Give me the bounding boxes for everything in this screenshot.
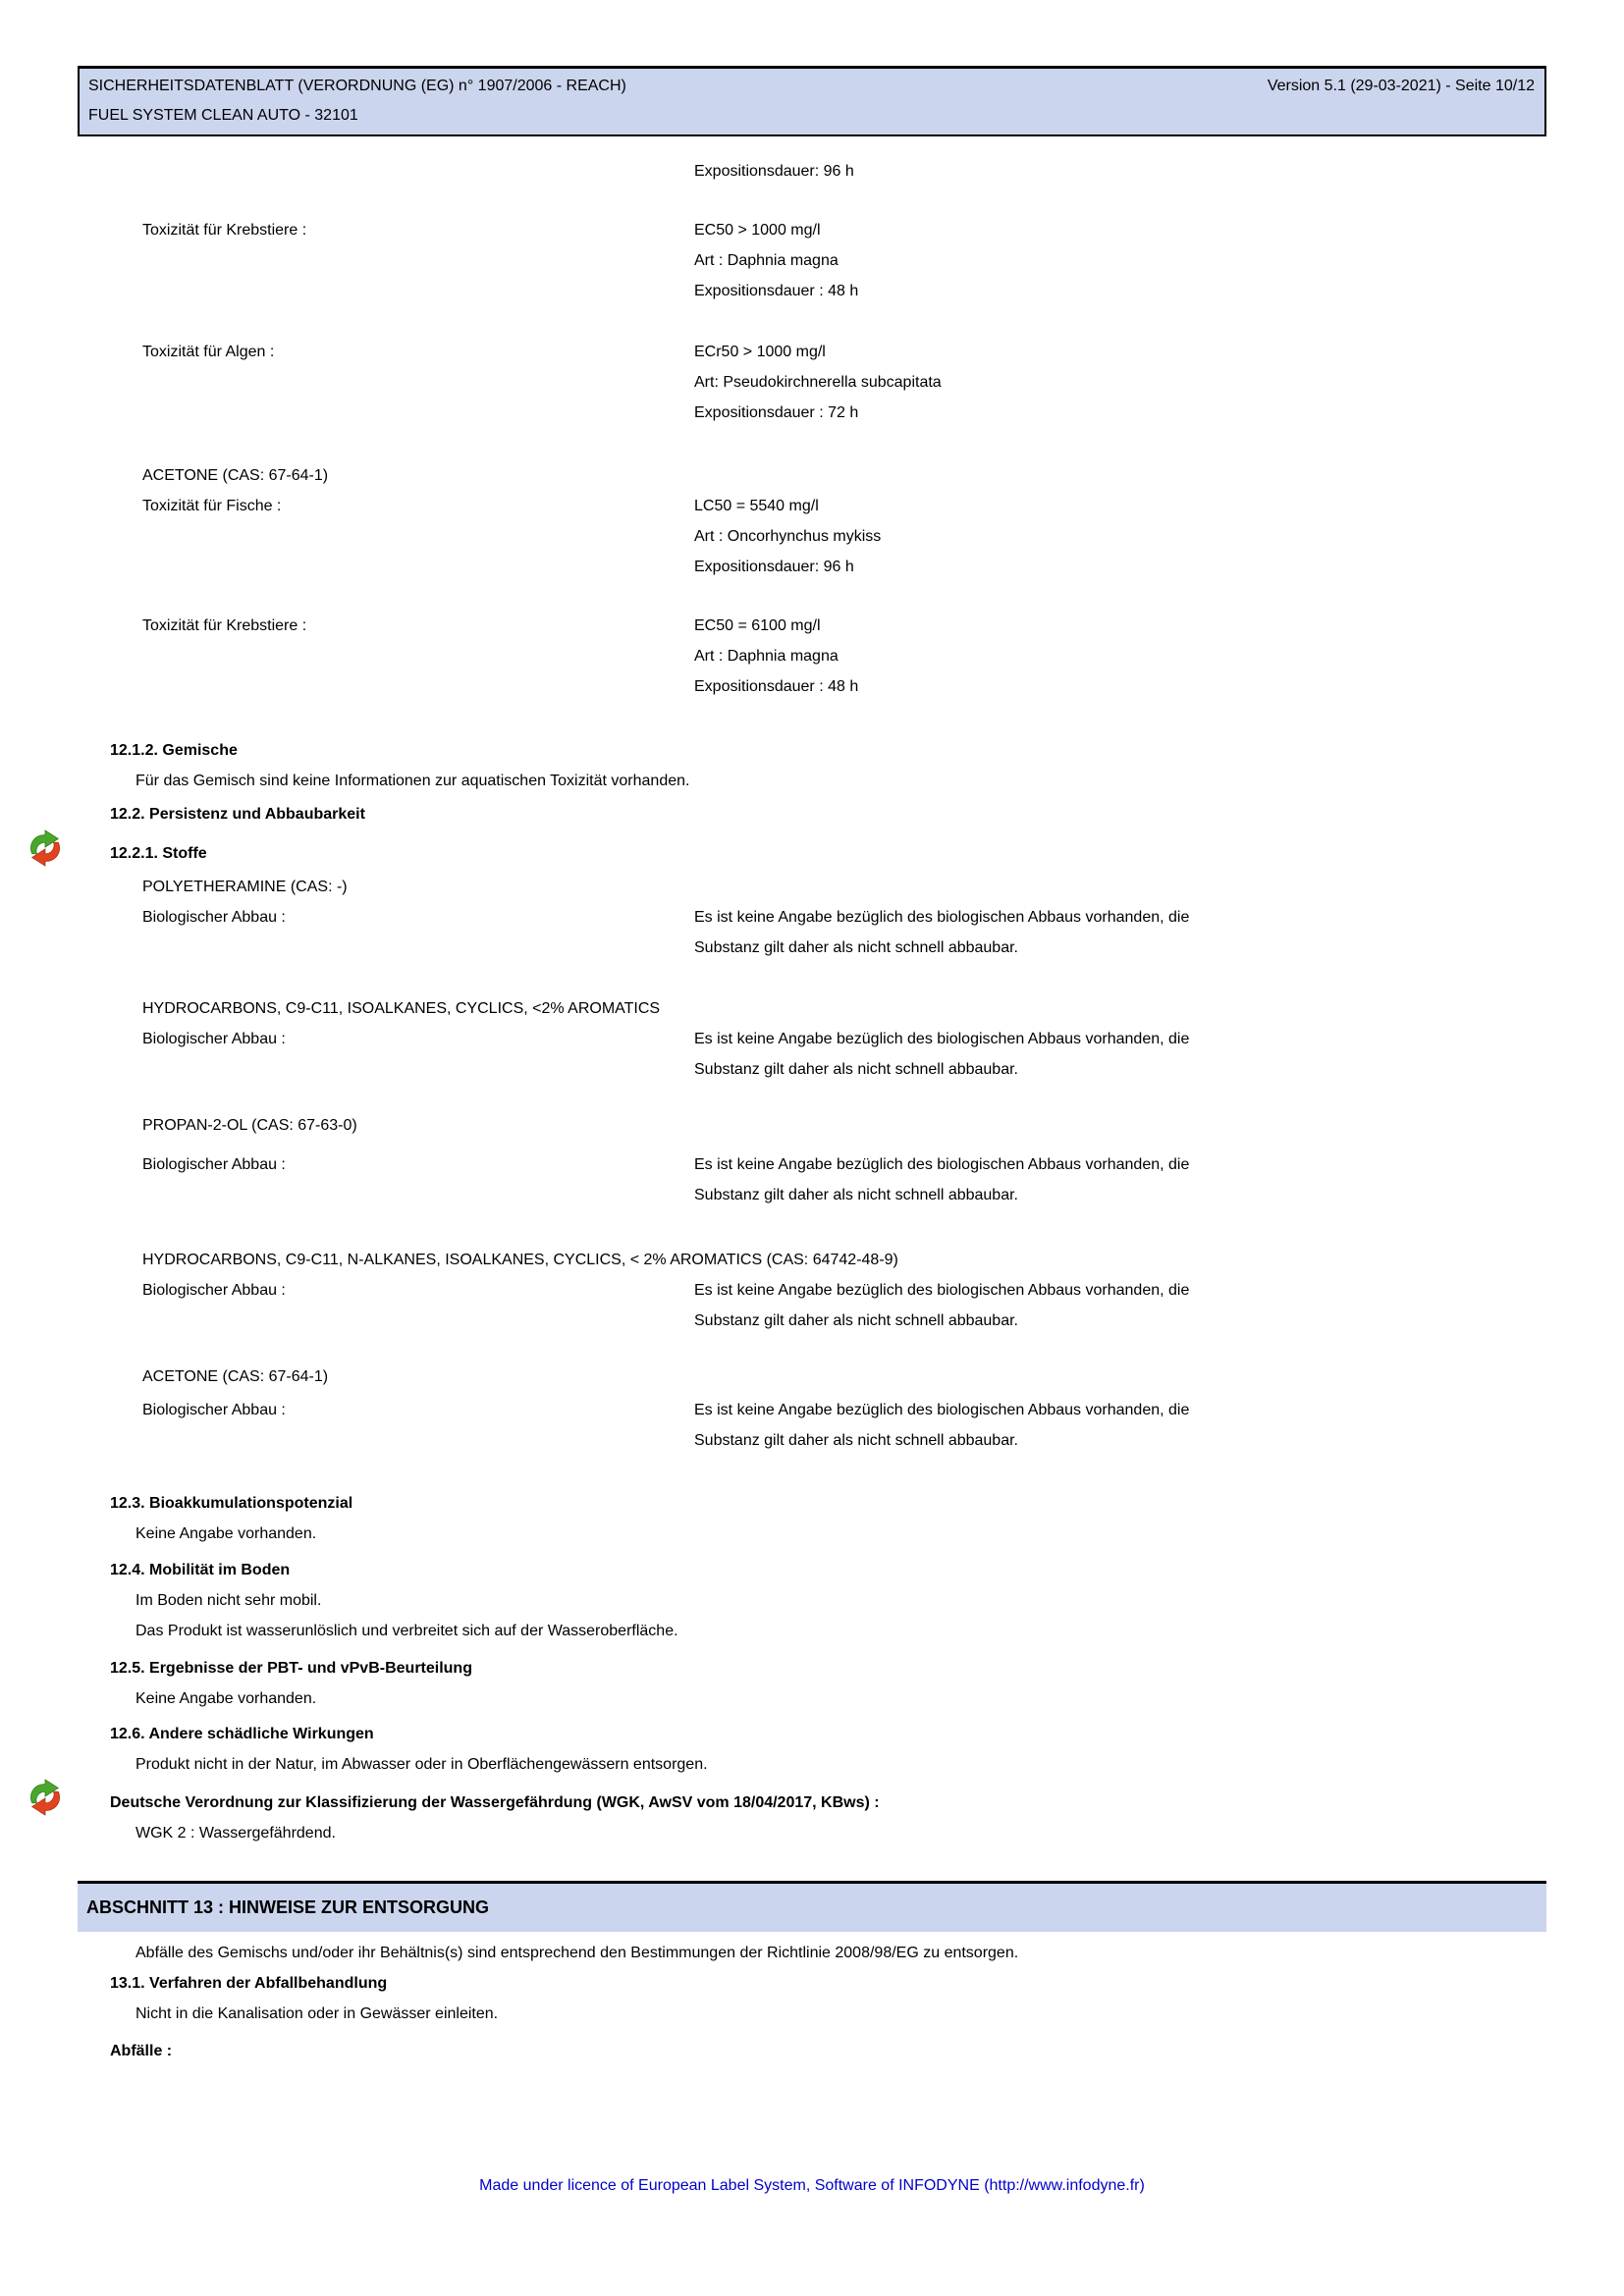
bio-degradation-value: Substanz gilt daher als nicht schnell abbaubar. xyxy=(694,1312,1018,1329)
bio-degradation-value: Substanz gilt daher als nicht schnell abbaubar. xyxy=(694,1432,1018,1449)
bio-degradation-value: Substanz gilt daher als nicht schnell abbaubar. xyxy=(694,1061,1018,1078)
ecotox-label: Toxizität für Fische : xyxy=(142,498,282,514)
wgk-body: WGK 2 : Wassergefährdend. xyxy=(135,1825,336,1842)
bio-degradation-label: Biologischer Abbau : xyxy=(142,1031,286,1047)
substance-name: ACETONE (CAS: 67-64-1) xyxy=(142,467,329,484)
section-body: Für das Gemisch sind keine Informationen zur aquatischen Toxizität vorhanden. xyxy=(135,773,690,789)
substance-name: ACETONE (CAS: 67-64-1) xyxy=(142,1368,329,1385)
ecotox-value: Expositionsdauer : 72 h xyxy=(694,404,859,421)
section-body: Im Boden nicht sehr mobil. xyxy=(135,1592,322,1609)
bio-degradation-row xyxy=(0,1395,1624,1425)
recycle-arrows-icon xyxy=(27,829,64,867)
section-body: Das Produkt ist wasserunlöslich und verbreitet sich auf der Wasseroberfläche. xyxy=(135,1623,678,1639)
bio-degradation-row xyxy=(0,933,1624,963)
ecotox-continuation-row xyxy=(0,156,1624,187)
bio-degradation-label: Biologischer Abbau : xyxy=(142,1402,286,1418)
section-body: Keine Angabe vorhanden. xyxy=(135,1690,317,1707)
footer-licence-link[interactable]: Made under licence of European Label System, Software of INFODYNE (http://www.infodyne.fr) xyxy=(479,2177,1145,2194)
ecotox-block-row xyxy=(0,641,1624,671)
abfaelle-label: Abfälle : xyxy=(110,2043,173,2059)
bio-degradation-row xyxy=(0,902,1624,933)
bio-degradation-row xyxy=(0,1024,1624,1054)
ecotox-block-row xyxy=(0,491,1624,521)
bio-degradation-value: Substanz gilt daher als nicht schnell abbaubar. xyxy=(694,1187,1018,1203)
ecotox-value: Art: Pseudokirchnerella subcapitata xyxy=(694,374,942,391)
ecotox-block-row xyxy=(0,611,1624,641)
bio-degradation-value: Es ist keine Angabe bezüglich des biologischen Abbaus vorhanden, die xyxy=(694,909,1190,926)
product-name: FUEL SYSTEM CLEAN AUTO - 32101 xyxy=(88,107,358,124)
section-body: Produkt nicht in der Natur, im Abwasser oder in Oberflächengewässern entsorgen. xyxy=(135,1756,708,1773)
bio-degradation-label: Biologischer Abbau : xyxy=(142,909,286,926)
bio-degradation-row xyxy=(0,1180,1624,1210)
ecotox-value: EC50 > 1000 mg/l xyxy=(694,222,821,239)
ecotox-value: EC50 = 6100 mg/l xyxy=(694,617,821,634)
section-body: Keine Angabe vorhanden. xyxy=(135,1525,317,1542)
bio-degradation-value: Substanz gilt daher als nicht schnell abbaubar. xyxy=(694,939,1018,956)
ecotox-continuation-value: Expositionsdauer: 96 h xyxy=(694,163,854,180)
ecotox-value: Art : Daphnia magna xyxy=(694,648,839,665)
ecotox-label: Toxizität für Krebstiere : xyxy=(142,222,307,239)
ecotox-block-row xyxy=(0,671,1624,702)
bio-degradation-value: Es ist keine Angabe bezüglich des biologischen Abbaus vorhanden, die xyxy=(694,1156,1190,1173)
ecotox-value: Expositionsdauer : 48 h xyxy=(694,678,859,695)
bio-degradation-row xyxy=(0,1149,1624,1180)
bio-degradation-label: Biologischer Abbau : xyxy=(142,1282,286,1299)
bio-degradation-row xyxy=(0,1275,1624,1306)
section-13-bar: ABSCHNITT 13 : HINWEISE ZUR ENTSORGUNG xyxy=(78,1881,1546,1932)
ecotox-value: Art : Daphnia magna xyxy=(694,252,839,269)
substance-name: HYDROCARBONS, C9-C11, ISOALKANES, CYCLICS, <2% AROMATICS xyxy=(142,1000,661,1017)
ecotox-block-row xyxy=(0,521,1624,552)
substance-name: POLYETHERAMINE (CAS: -) xyxy=(142,879,348,895)
document-header xyxy=(78,66,1546,136)
ecotox-block-row xyxy=(0,552,1624,582)
wgk-heading-text: Deutsche Verordnung zur Klassifizierung der Wassergefährdung (WGK, AwSV vom 18/04/2017, KBws) : xyxy=(110,1794,880,1811)
ecotox-label: Toxizität für Krebstiere : xyxy=(142,617,307,634)
section-heading-12-1-2: 12.1.2. Gemische xyxy=(110,742,238,759)
bio-degradation-row xyxy=(0,1425,1624,1456)
substance-name: HYDROCARBONS, C9-C11, N-ALKANES, ISOALKANES, CYCLICS, < 2% AROMATICS (CAS: 64742-48-9) xyxy=(142,1252,898,1268)
wgk-heading xyxy=(0,1788,1624,1818)
section-heading-12-2: 12.2. Persistenz und Abbaubarkeit xyxy=(110,806,365,823)
ecotox-block-row xyxy=(0,276,1624,306)
ecotox-block-row xyxy=(0,245,1624,276)
ecotox-value: ECr50 > 1000 mg/l xyxy=(694,344,826,360)
section-heading-13-1: 13.1. Verfahren der Abfallbehandlung xyxy=(110,1975,388,1992)
section-body: Nicht in die Kanalisation oder in Gewässer einleiten. xyxy=(135,2005,499,2022)
bio-degradation-label: Biologischer Abbau : xyxy=(142,1156,286,1173)
document-header-left xyxy=(88,72,626,131)
ecotox-block-row xyxy=(0,398,1624,428)
ecotox-label: Toxizität für Algen : xyxy=(142,344,275,360)
ecotox-value: Art : Oncorhynchus mykiss xyxy=(694,528,882,545)
section-heading-12-2-1 xyxy=(0,838,1624,869)
section-heading-text: 12.2.1. Stoffe xyxy=(110,845,207,862)
section-heading-12-3: 12.3. Bioakkumulationspotenzial xyxy=(110,1495,353,1512)
bio-degradation-row xyxy=(0,1054,1624,1085)
ecotox-block-row xyxy=(0,215,1624,245)
section-heading-12-4: 12.4. Mobilität im Boden xyxy=(110,1562,291,1578)
ecotox-value: Expositionsdauer : 48 h xyxy=(694,283,859,299)
document-title: SICHERHEITSDATENBLATT (VERORDNUNG (EG) n° 1907/2006 - REACH) xyxy=(88,78,626,94)
section-heading-12-5: 12.5. Ergebnisse der PBT- und vPvB-Beurteilung xyxy=(110,1660,472,1677)
bio-degradation-row xyxy=(0,1306,1624,1336)
bio-degradation-value: Es ist keine Angabe bezüglich des biologischen Abbaus vorhanden, die xyxy=(694,1282,1190,1299)
ecotox-block-row xyxy=(0,337,1624,367)
substance-name: PROPAN-2-OL (CAS: 67-63-0) xyxy=(142,1117,357,1134)
ecotox-value: LC50 = 5540 mg/l xyxy=(694,498,819,514)
section-body: Abfälle des Gemischs und/oder ihr Behältnis(s) sind entsprechend den Bestimmungen der Richtlinie 2008/98/EG zu entsorgen. xyxy=(135,1945,1019,1961)
bio-degradation-value: Es ist keine Angabe bezüglich des biologischen Abbaus vorhanden, die xyxy=(694,1402,1190,1418)
version-page-info: Version 5.1 (29-03-2021) - Seite 10/12 xyxy=(1267,78,1535,94)
ecotox-value: Expositionsdauer: 96 h xyxy=(694,559,854,575)
ecotox-block-row xyxy=(0,367,1624,398)
bio-degradation-value: Es ist keine Angabe bezüglich des biologischen Abbaus vorhanden, die xyxy=(694,1031,1190,1047)
recycle-arrows-icon xyxy=(27,1779,64,1816)
section-heading-12-6: 12.6. Andere schädliche Wirkungen xyxy=(110,1726,374,1742)
